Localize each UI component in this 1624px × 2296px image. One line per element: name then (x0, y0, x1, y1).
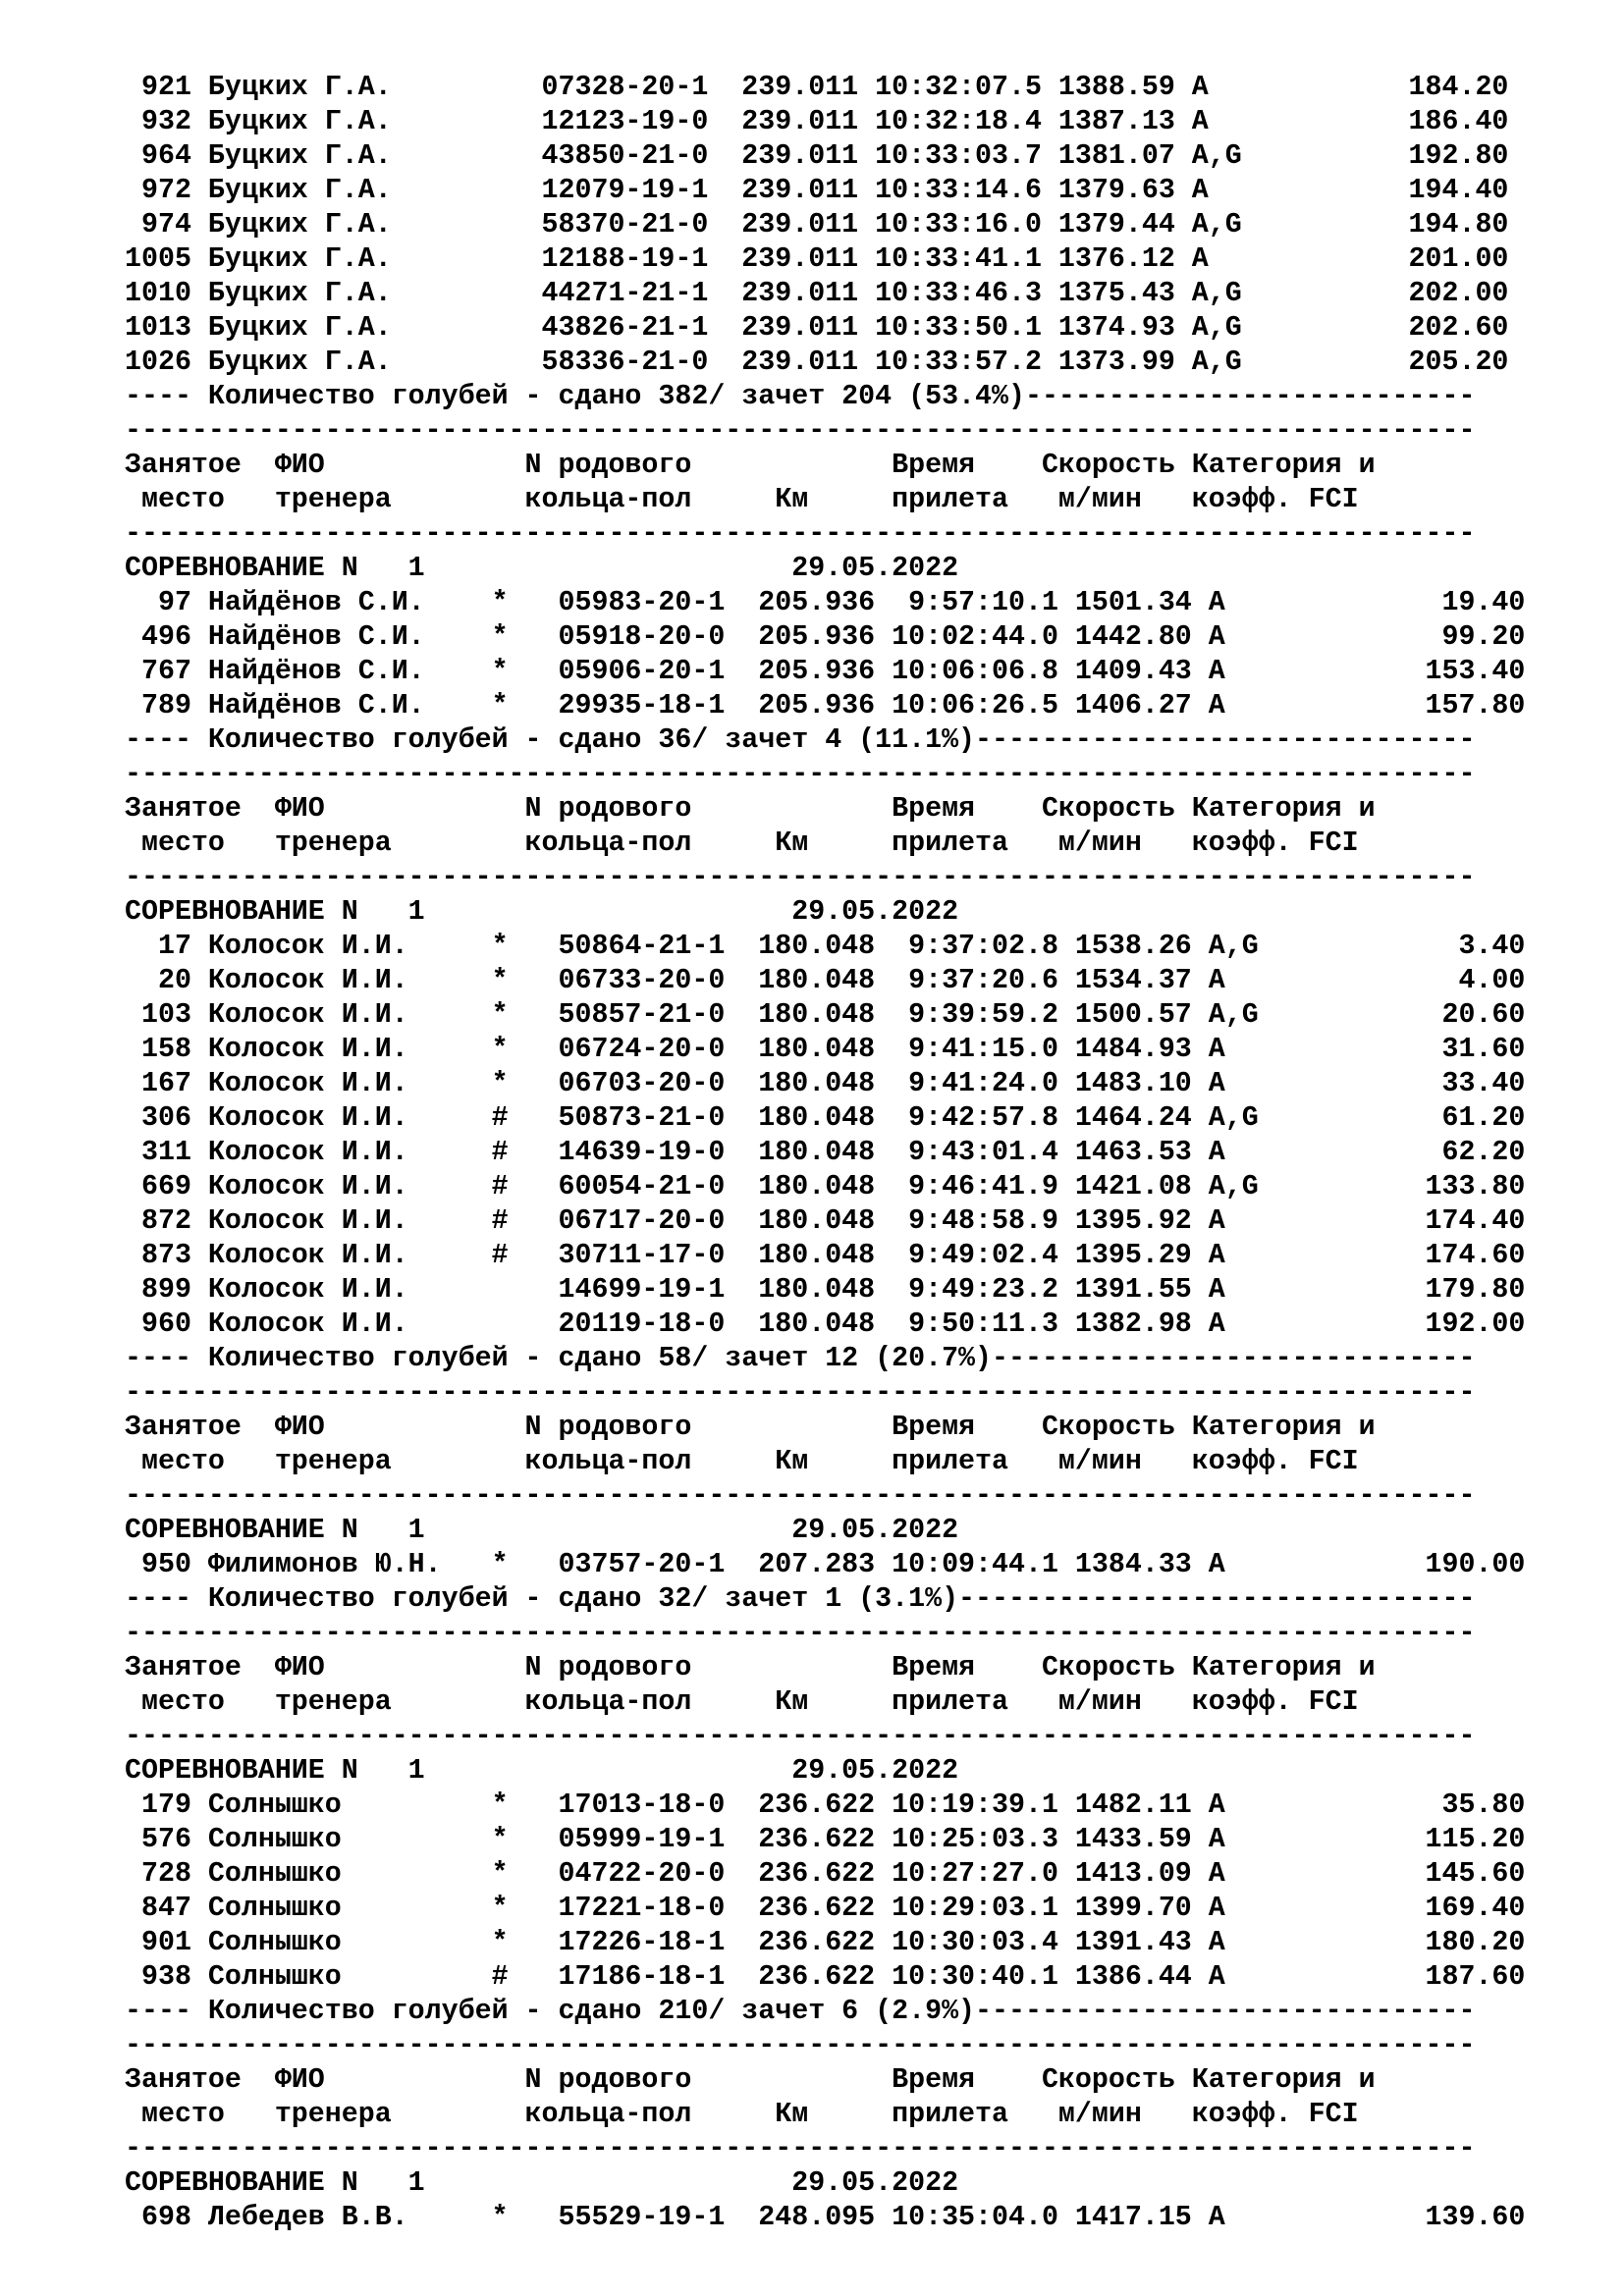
result-row: 576 Солнышко * 05999-19-1 236.622 10:25:03.3 1433.59 A 115.20 (125, 1824, 1526, 1855)
result-row: 1013 Буцких Г.А. 43826-21-1 239.011 10:33:50.1 1374.93 A,G 202.60 (125, 312, 1509, 344)
separator-line: --------------------------------------------------------------------------------- (125, 2133, 1476, 2164)
competition-line: СОРЕВНОВАНИЕ N 1 29.05.2022 (125, 896, 959, 928)
result-row: 17 Колосок И.И. * 50864-21-1 180.048 9:37:02.8 1538.26 A,G 3.40 (125, 931, 1526, 962)
result-row: 1005 Буцких Г.А. 12188-19-1 239.011 10:33:41.1 1376.12 A 201.00 (125, 243, 1509, 275)
result-row: 873 Колосок И.И. # 30711-17-0 180.048 9:49:02.4 1395.29 A 174.60 (125, 1240, 1526, 1271)
column-header-line: Занятое ФИО N родового Время Скорость Категория и (125, 1412, 1376, 1443)
result-row: 972 Буцких Г.А. 12079-19-1 239.011 10:33:14.6 1379.63 A 194.40 (125, 175, 1509, 206)
result-row: 789 Найдёнов С.И. * 29935-18-1 205.936 10:06:26.5 1406.27 A 157.80 (125, 690, 1526, 721)
result-row: 847 Солнышко * 17221-18-0 236.622 10:29:03.1 1399.70 A 169.40 (125, 1893, 1526, 1924)
result-row: 1026 Буцких Г.А. 58336-21-0 239.011 10:33:57.2 1373.99 A,G 205.20 (125, 347, 1509, 378)
competition-line: СОРЕВНОВАНИЕ N 1 29.05.2022 (125, 553, 959, 584)
result-row: 872 Колосок И.И. # 06717-20-0 180.048 9:48:58.9 1395.92 A 174.40 (125, 1205, 1526, 1237)
result-row: 158 Колосок И.И. * 06724-20-0 180.048 9:41:15.0 1484.93 A 31.60 (125, 1034, 1526, 1065)
summary-line: ---- Количество голубей - сдано 58/ зачет 12 (20.7%)----------------------------- (125, 1343, 1476, 1374)
separator-line: --------------------------------------------------------------------------------- (125, 2030, 1476, 2061)
result-row: 901 Солнышко * 17226-18-1 236.622 10:30:03.4 1391.43 A 180.20 (125, 1927, 1526, 1958)
result-row: 1010 Буцких Г.А. 44271-21-1 239.011 10:33:46.3 1375.43 A,G 202.00 (125, 278, 1509, 309)
column-header-line: место тренера кольца-пол Км прилета м/мин коэфф. FCI (125, 2099, 1359, 2130)
column-header-line: Занятое ФИО N родового Время Скорость Категория и (125, 2064, 1376, 2096)
separator-line: --------------------------------------------------------------------------------- (125, 1377, 1476, 1409)
result-row: 964 Буцких Г.А. 43850-21-0 239.011 10:33:03.7 1381.07 A,G 192.80 (125, 140, 1509, 172)
separator-line: --------------------------------------------------------------------------------- (125, 1480, 1476, 1512)
separator-line: --------------------------------------------------------------------------------- (125, 1618, 1476, 1649)
result-row: 728 Солнышко * 04722-20-0 236.622 10:27:27.0 1413.09 A 145.60 (125, 1858, 1526, 1890)
competition-line: СОРЕВНОВАНИЕ N 1 29.05.2022 (125, 1515, 959, 1546)
result-row: 496 Найдёнов С.И. * 05918-20-0 205.936 10:02:44.0 1442.80 A 99.20 (125, 621, 1526, 653)
result-row: 669 Колосок И.И. # 60054-21-0 180.048 9:46:41.9 1421.08 A,G 133.80 (125, 1171, 1526, 1202)
result-row: 306 Колосок И.И. # 50873-21-0 180.048 9:42:57.8 1464.24 A,G 61.20 (125, 1102, 1526, 1134)
separator-line: --------------------------------------------------------------------------------- (125, 415, 1476, 447)
column-header-line: место тренера кольца-пол Км прилета м/мин коэфф. FCI (125, 1686, 1359, 1718)
summary-line: ---- Количество голубей - сдано 210/ зачет 6 (2.9%)------------------------------ (125, 1996, 1476, 2027)
result-row: 179 Солнышко * 17013-18-0 236.622 10:19:39.1 1482.11 A 35.80 (125, 1789, 1526, 1821)
summary-line: ---- Количество голубей - сдано 382/ зачет 204 (53.4%)--------------------------- (125, 381, 1476, 412)
result-row: 97 Найдёнов С.И. * 05983-20-1 205.936 9:57:10.1 1501.34 A 19.40 (125, 587, 1526, 618)
column-header-line: место тренера кольца-пол Км прилета м/мин коэфф. FCI (125, 828, 1359, 859)
result-row: 974 Буцких Г.А. 58370-21-0 239.011 10:33:16.0 1379.44 A,G 194.80 (125, 209, 1509, 240)
result-row: 938 Солнышко # 17186-18-1 236.622 10:30:40.1 1386.44 A 187.60 (125, 1961, 1526, 1993)
column-header-line: Занятое ФИО N родового Время Скорость Категория и (125, 793, 1376, 825)
separator-line: --------------------------------------------------------------------------------- (125, 862, 1476, 893)
result-row: 167 Колосок И.И. * 06703-20-0 180.048 9:41:24.0 1483.10 A 33.40 (125, 1068, 1526, 1099)
competition-line: СОРЕВНОВАНИЕ N 1 29.05.2022 (125, 2167, 959, 2199)
result-row: 950 Филимонов Ю.Н. * 03757-20-1 207.283 10:09:44.1 1384.33 A 190.00 (125, 1549, 1526, 1580)
result-row: 20 Колосок И.И. * 06733-20-0 180.048 9:37:20.6 1534.37 A 4.00 (125, 965, 1526, 996)
result-row: 932 Буцких Г.А. 12123-19-0 239.011 10:32:18.4 1387.13 A 186.40 (125, 106, 1509, 137)
column-header-line: место тренера кольца-пол Км прилета м/мин коэфф. FCI (125, 484, 1359, 515)
separator-line: --------------------------------------------------------------------------------- (125, 759, 1476, 790)
competition-line: СОРЕВНОВАНИЕ N 1 29.05.2022 (125, 1755, 959, 1787)
separator-line: --------------------------------------------------------------------------------- (125, 1721, 1476, 1752)
result-row: 698 Лебедев В.В. * 55529-19-1 248.095 10:35:04.0 1417.15 A 139.60 (125, 2202, 1526, 2233)
column-header-line: место тренера кольца-пол Км прилета м/мин коэфф. FCI (125, 1446, 1359, 1477)
column-header-line: Занятое ФИО N родового Время Скорость Категория и (125, 450, 1376, 481)
result-row: 899 Колосок И.И. 14699-19-1 180.048 9:49:23.2 1391.55 A 179.80 (125, 1274, 1526, 1306)
result-row: 103 Колосок И.И. * 50857-21-0 180.048 9:39:59.2 1500.57 A,G 20.60 (125, 999, 1526, 1031)
column-header-line: Занятое ФИО N родового Время Скорость Категория и (125, 1652, 1376, 1683)
result-row: 921 Буцких Г.А. 07328-20-1 239.011 10:32:07.5 1388.59 A 184.20 (125, 72, 1509, 103)
result-row: 960 Колосок И.И. 20119-18-0 180.048 9:50:11.3 1382.98 A 192.00 (125, 1308, 1526, 1340)
separator-line: --------------------------------------------------------------------------------- (125, 518, 1476, 550)
result-row: 311 Колосок И.И. # 14639-19-0 180.048 9:43:01.4 1463.53 A 62.20 (125, 1137, 1526, 1168)
result-row: 767 Найдёнов С.И. * 05906-20-1 205.936 10:06:06.8 1409.43 A 153.40 (125, 656, 1526, 687)
summary-line: ---- Количество голубей - сдано 32/ зачет 1 (3.1%)------------------------------- (125, 1583, 1476, 1615)
summary-line: ---- Количество голубей - сдано 36/ зачет 4 (11.1%)------------------------------ (125, 724, 1476, 756)
